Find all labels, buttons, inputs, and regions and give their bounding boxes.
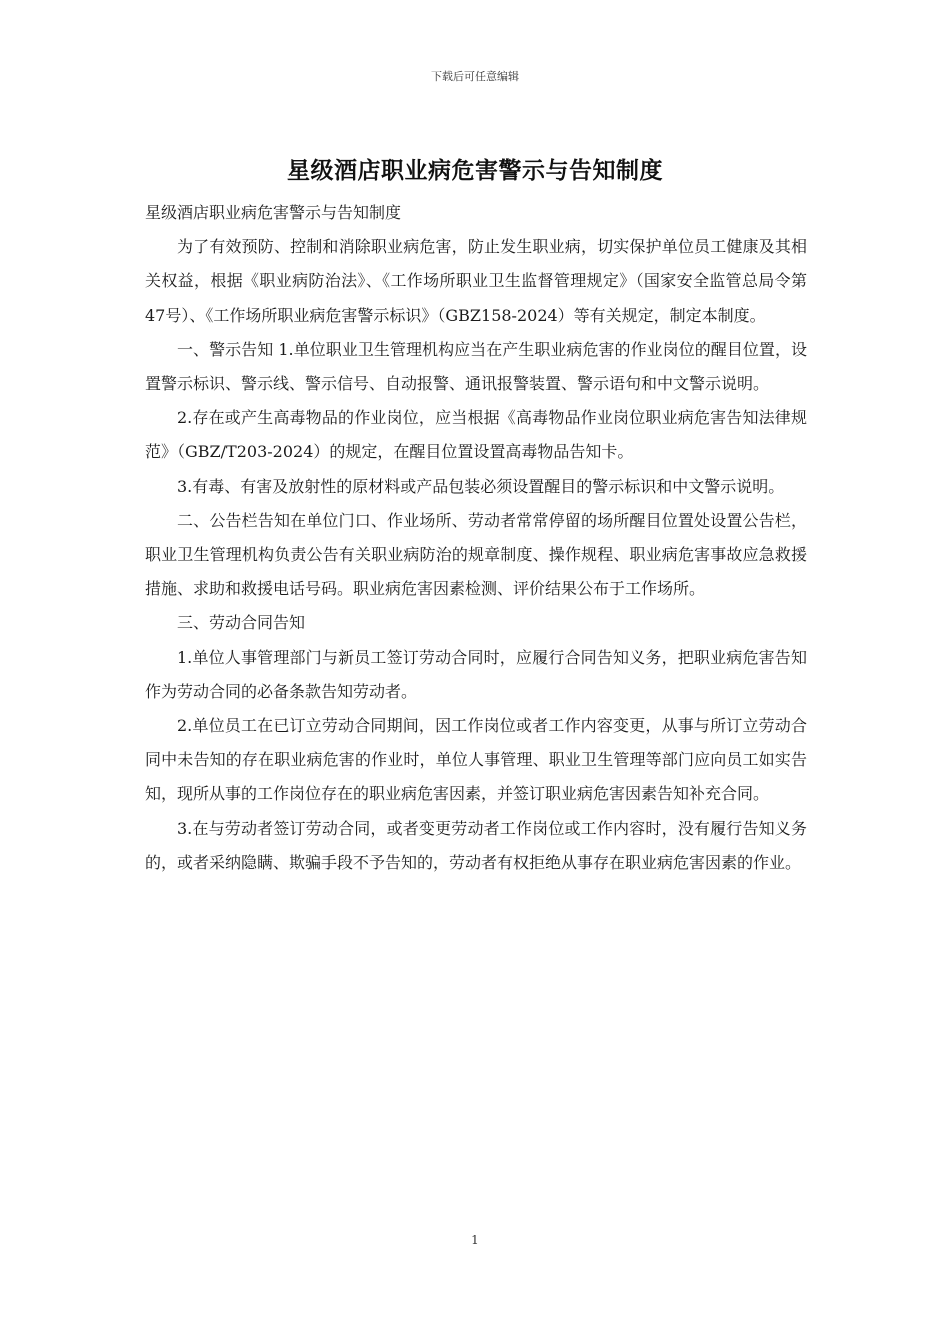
page-header: 下载后可任意编辑 <box>431 70 519 83</box>
document-title: 星级酒店职业病危害警示与告知制度 <box>287 157 663 184</box>
section-1-item-3: 3.有毒、有害及放射性的原材料或产品包装必须设置醒目的警示标识和中文警示说明。 <box>177 476 785 496</box>
subtitle-paragraph: 星级酒店职业病危害警示与告知制度 <box>145 203 402 222</box>
section-3-item-3: 3.在与劳动者签订劳动合同，或者变更劳动者工作岗位或工作内容时，没有履行告知义务的，或者采纳隐瞒、欺骗手段不予告知的，劳动者有权拒绝从事存在职业病危害因素的作业。 <box>145 818 807 872</box>
page-number: 1 <box>471 1233 479 1247</box>
intro-paragraph: 为了有效预防、控制和消除职业病危害，防止发生职业病，切实保护单位员工健康及其相关权益，根据《职业病防治法》、《工作场所职业卫生监督管理规定》（国家安全监管总局令第47号）、《工作场所职业病危害警示标识》（GBZ158-2024）等有关规定，制定本制度。 <box>145 237 807 325</box>
section-3-item-1: 1.单位人事管理部门与新员工签订劳动合同时，应履行合同告知义务，把职业病危害告知作为劳动合同的必备条款告知劳动者。 <box>145 647 807 701</box>
document-body <box>145 196 807 880</box>
section-2-paragraph: 二、公告栏告知在单位门口、作业场所、劳动者常常停留的场所醒目位置处设置公告栏，职业卫生管理机构负责公告有关职业病防治的规章制度、操作规程、职业病危害事故应急救援措施、求助和救援电话号码。职业病危害因素检测、评价结果公布于工作场所。 <box>145 510 807 599</box>
section-3-item-2: 2.单位员工在已订立劳动合同期间，因工作岗位或者工作内容变更，从事与所订立劳动合同中未告知的存在职业病危害的作业时，单位人事管理、职业卫生管理等部门应向员工如实告知，现所从事的工作岗位存在的职业病危害因素，并签订职业病危害因素告知补充合同。 <box>145 716 807 804</box>
section-1-paragraph: 一、警示告知 1.单位职业卫生管理机构应当在产生职业病危害的作业岗位的醒目位置，设置警示标识、警示线、警示信号、自动报警、通讯报警装置、警示语句和中文警示说明。 <box>145 339 807 394</box>
section-1-item-2: 2.存在或产生高毒物品的作业岗位，应当根据《高毒物品作业岗位职业病危害告知法律规范》（GBZ/T203-2024）的规定，在醒目位置设置高毒物品告知卡。 <box>145 408 807 462</box>
section-3-heading: 三、劳动合同告知 <box>177 613 306 633</box>
